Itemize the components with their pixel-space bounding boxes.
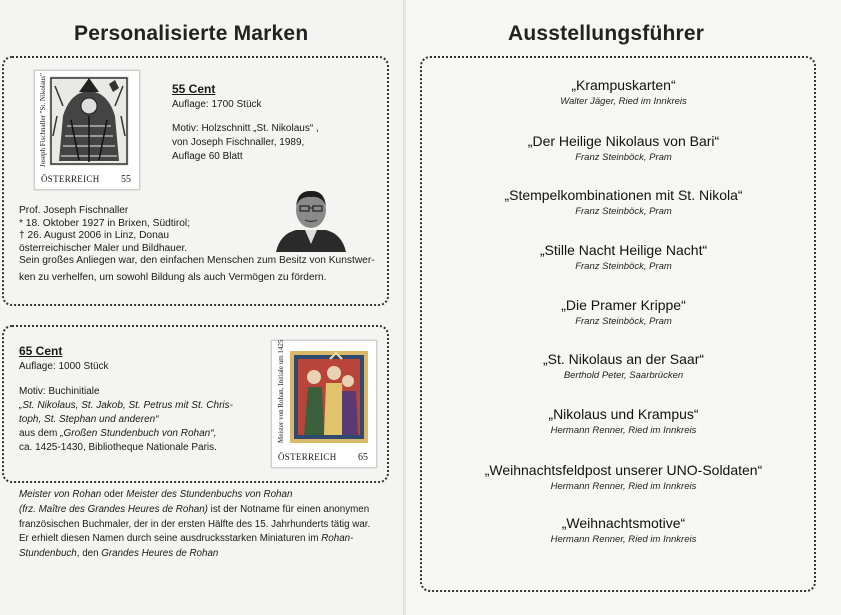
bio-text: ist der Notname für einen anonymen [207,503,370,515]
bio1-line: * 18. Oktober 1927 in Brixen, Südtirol; [19,217,191,229]
exhibit-author: Hermann Renner, Ried im Innkreis [550,534,697,545]
motif-text: aus dem [19,428,61,439]
bio-italic: Meister von Rohan [19,489,102,500]
exhibit-title: „Die Pramer Krippe“ [561,297,686,313]
stamp2-motif-line4 [19,428,216,439]
exhibit-title: „Nikolaus und Krampus“ [548,406,699,422]
stamp2-image [271,340,377,468]
exhibit-author: Walter Jäger, Ried im Innkreis [560,96,687,107]
stamp1-image [34,70,140,190]
stamp1-motif-line3: Auflage 60 Blatt [172,151,243,162]
stamp2-motif-line5: ca. 1425-1430, Bibliotheque Nationale Paris. [19,442,217,453]
bio-italic: Rohan- [321,533,354,545]
bio1-line: österreichischer Maler und Bildhauer. [19,242,188,254]
exhibit-author: Hermann Renner, Ried im Innkreis [550,425,697,436]
stamp1-value: 55 [121,174,131,185]
bio2-line2 [19,503,370,518]
bio2-line1 [19,488,370,503]
stamp2-motif-line3: toph, St. Stephan und anderen“ [19,414,159,425]
bio-text: Er erhielt diesen Namen durch seine ausdrucksstarken Miniaturen im [19,533,322,545]
exhibit-author: Franz Steinböck, Pram [575,316,672,327]
exhibit-title: „Weihnachtsfeldpost unserer UNO-Soldaten“ [484,462,763,478]
exhibit-entry [406,297,841,327]
stamp2-value: 65 [358,452,368,463]
stamp1-edition: Auflage: 1700 Stück [172,99,262,110]
exhibit-author: Berthold Peter, Saarbrücken [563,370,684,381]
stamp2-motif-line1: Motiv: Buchinitiale [19,386,100,397]
bio1-line: ken zu verhelfen, um sowohl Bildung als auch Vermögen zu fördern. [19,271,327,283]
exhibit-title: „Weihnachtsmotive“ [561,515,686,531]
exhibit-author: Franz Steinböck, Pram [575,152,672,163]
stamp1-biography [19,205,375,285]
bio-italic: (frz. Maître des Grandes Heures de Rohan) [19,503,208,515]
exhibit-entry [406,406,841,436]
bio2-line5 [19,547,370,562]
stamp1-price: 55 Cent [172,82,216,96]
exhibit-entry [406,242,841,272]
exhibit-entry [406,77,841,107]
bio-text: oder [101,489,127,500]
stamp1-motif-line2: von Joseph Fischnaller, 1989, [172,137,305,148]
motif-book-title: „Großen Stundenbuch von Rohan“, [60,428,217,439]
left-page [0,0,404,615]
stamp2-biography [19,488,370,562]
exhibit-entry [406,133,841,163]
bio-italic: Meister des Stundenbuchs von Rohan [126,489,293,500]
bio2-line4 [19,532,370,547]
exhibit-author: Franz Steinböck, Pram [575,261,672,272]
stamp2-country: ÖSTERREICH [278,452,337,462]
bio-italic: Stundenbuch [19,548,77,560]
exhibit-entry [406,351,841,381]
right-heading: Ausstellungsführer [508,22,705,45]
bio2-line3: französischen Buchmaler, der in der ersten Hälfte des 15. Jahrhunderts tätig war. [19,518,371,530]
bio1-line: † 26. August 2006 in Linz, Donau [19,230,170,242]
stamp2-edition: Auflage: 1000 Stück [19,361,109,372]
stamp2-vertical-caption: Meister von Rohan, Initiale um 1425 [277,339,285,443]
exhibit-entry [406,187,841,217]
bio-text: , den [76,548,102,560]
exhibit-title: „St. Nikolaus an der Saar“ [542,351,705,367]
bio1-line: Sein großes Anliegen war, den einfachen Menschen zum Besitz von Kunstwer- [19,255,375,267]
bio-italic: Grandes Heures de Rohan [101,548,219,560]
exhibit-title: „Der Heilige Nikolaus von Bari“ [527,133,720,149]
exhibit-title: „Krampuskarten“ [571,77,676,93]
stamp2-motif-line2: „St. Nikolaus, St. Jakob, St. Petrus mit St. Chris- [19,400,233,411]
stamp2-price: 65 Cent [19,344,63,358]
exhibit-entry [406,462,841,492]
exhibit-author: Hermann Renner, Ried im Innkreis [550,481,697,492]
rohan-initial-image [290,351,371,445]
exhibit-title: „Stille Nacht Heilige Nacht“ [539,242,708,258]
woodcut-st-nikolaus-image [49,76,134,167]
stamp1-country: ÖSTERREICH [41,174,100,184]
exhibit-title: „Stempelkombinationen mit St. Nikola“ [504,187,743,203]
stamp1-motif-line1: Motiv: Holzschnitt „St. Nikolaus“ , [172,123,319,134]
right-page [406,0,841,615]
left-heading: Personalisierte Marken [74,22,309,45]
exhibit-entry [406,515,841,545]
stamp1-vertical-caption: Joseph Fischnaller "St. Nikolaus" [39,73,47,167]
bio1-line: Prof. Joseph Fischnaller [19,205,129,216]
exhibit-author: Franz Steinböck, Pram [575,206,672,217]
